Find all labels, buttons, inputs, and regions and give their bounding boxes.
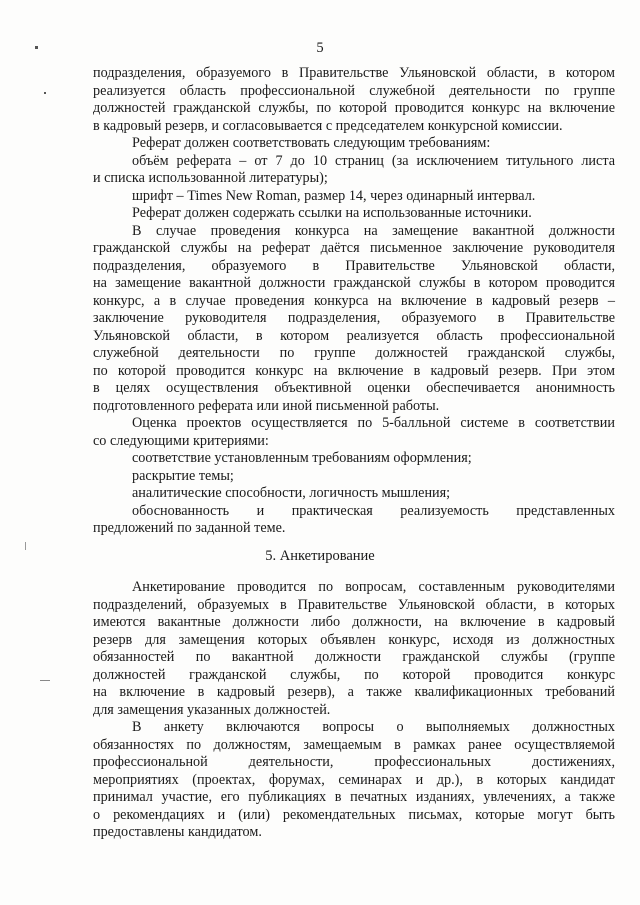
text-line: В анкету включаются вопросы о выполняемых должностных <box>132 719 615 735</box>
text-line: предложений по заданной теме. <box>93 520 286 536</box>
text-line: объём реферата – от 7 до 10 страниц (за исключением титульного листа <box>132 152 615 169</box>
text-line: раскрытие темы; <box>132 467 234 484</box>
paragraph <box>93 65 615 135</box>
paragraph <box>93 153 615 188</box>
text-line: подразделения, образуемого в Правительстве Ульяновской области, <box>93 257 615 274</box>
text-line: Реферат должен соответствовать следующим требованиям: <box>132 135 491 151</box>
text-line: обязанностях по должностям, замещаемым в рамках ранее осуществляемой <box>93 736 615 753</box>
text-line: обоснованность и практическая реализуемость представленных <box>132 502 615 519</box>
paragraph <box>93 468 615 486</box>
text-line: на включение в кадровый резерв), а также квалификационных требований <box>93 684 615 700</box>
scan-speck <box>40 680 50 681</box>
text-line: Анкетирование проводится по вопросам, составленным руководителями <box>132 579 615 595</box>
text-line: заключение руководителя подразделения, образуемого в Правительстве <box>93 310 615 326</box>
text-line: обязанностей по вакантной должности гражданской службы (группе <box>93 649 615 665</box>
text-line: должностей гражданской службы, по которой проводится конкурс <box>93 666 615 683</box>
text-line: шрифт – Times New Roman, размер 14, через одинарный интервал. <box>132 187 536 204</box>
text-line: резерв для замещения которых объявлен конкурс, исходя из должностных <box>93 631 615 648</box>
text-line: и списка использованной литературы); <box>93 170 328 186</box>
text-line: на замещение вакантной должности гражданской службы в котором проводится <box>93 275 615 291</box>
text-line: принимал участие, его публикациях в печатных изданиях, увлечениях, а также <box>93 789 615 805</box>
paragraph <box>93 503 615 538</box>
text-line: гражданской службы на реферат даётся письменное заключение руководителя <box>93 240 615 256</box>
text-line: служебной деятельности по группе должностей гражданской службы, <box>93 345 615 361</box>
paragraph <box>93 223 615 416</box>
text-line: Ульяновской области, в котором реализуется область профессиональной <box>93 327 615 344</box>
paragraph <box>93 579 615 719</box>
section-heading: 5. Анкетирование <box>265 548 375 564</box>
text-line: мероприятиях (проектах, форумах, семинарах и др.), в которых кандидат <box>93 771 615 788</box>
text-line: реализуется область профессиональной служебной деятельности по группе <box>93 82 615 99</box>
scan-speck <box>44 92 46 94</box>
text-line: со следующими критериями: <box>93 432 269 449</box>
text-line: должностей гражданской службы, по которой проводится конкурс на включение <box>93 100 615 116</box>
text-line: конкурс, а в случае проведения конкурса на включение в кадровый резерв – <box>93 292 615 309</box>
text-line: соответствие установленным требованиям оформления; <box>132 450 472 466</box>
text-line: в целях осуществления объективной оценки обеспечивается анонимность <box>93 380 615 396</box>
text-line: имеются вакантные должности либо должности, на включение в кадровый <box>93 614 615 630</box>
body-text-top <box>93 65 615 538</box>
text-line: В случае проведения конкурса на замещение вакантной должности <box>132 222 615 239</box>
paragraph <box>93 485 615 503</box>
paragraph <box>93 415 615 450</box>
text-line: подготовленного реферата или иной письменной работы. <box>93 397 440 414</box>
text-line: для замещения указанных должностей. <box>93 701 331 718</box>
text-line: профессиональной деятельности, профессиональных достижениях, <box>93 754 615 770</box>
text-line: Оценка проектов осуществляется по 5-балльной системе в соответствии <box>132 415 615 431</box>
text-line: подразделений, образуемых в Правительстве Ульяновской области, в которых <box>93 596 615 613</box>
text-line: в кадровый резерв, и согласовывается с председателем конкурсной комиссии. <box>93 117 563 134</box>
page-number: 5 <box>316 40 324 56</box>
paragraph <box>93 188 615 206</box>
text-line: предоставлены кандидатом. <box>93 824 262 840</box>
paragraph <box>93 135 615 153</box>
text-line: аналитические способности, логичность мышления; <box>132 485 451 501</box>
text-line: подразделения, образуемого в Правительстве Ульяновской области, в котором <box>93 65 615 81</box>
paragraph <box>93 450 615 468</box>
text-line: о рекомендациях и (или) рекомендательных письмах, которые могут быть <box>93 806 615 823</box>
text-line: Реферат должен содержать ссылки на использованные источники. <box>132 205 532 221</box>
paragraph <box>93 719 615 842</box>
text-line: по которой проводится конкурс на включение в кадровый резерв. При этом <box>93 362 615 379</box>
body-text-bottom <box>93 579 615 842</box>
paragraph <box>93 205 615 223</box>
